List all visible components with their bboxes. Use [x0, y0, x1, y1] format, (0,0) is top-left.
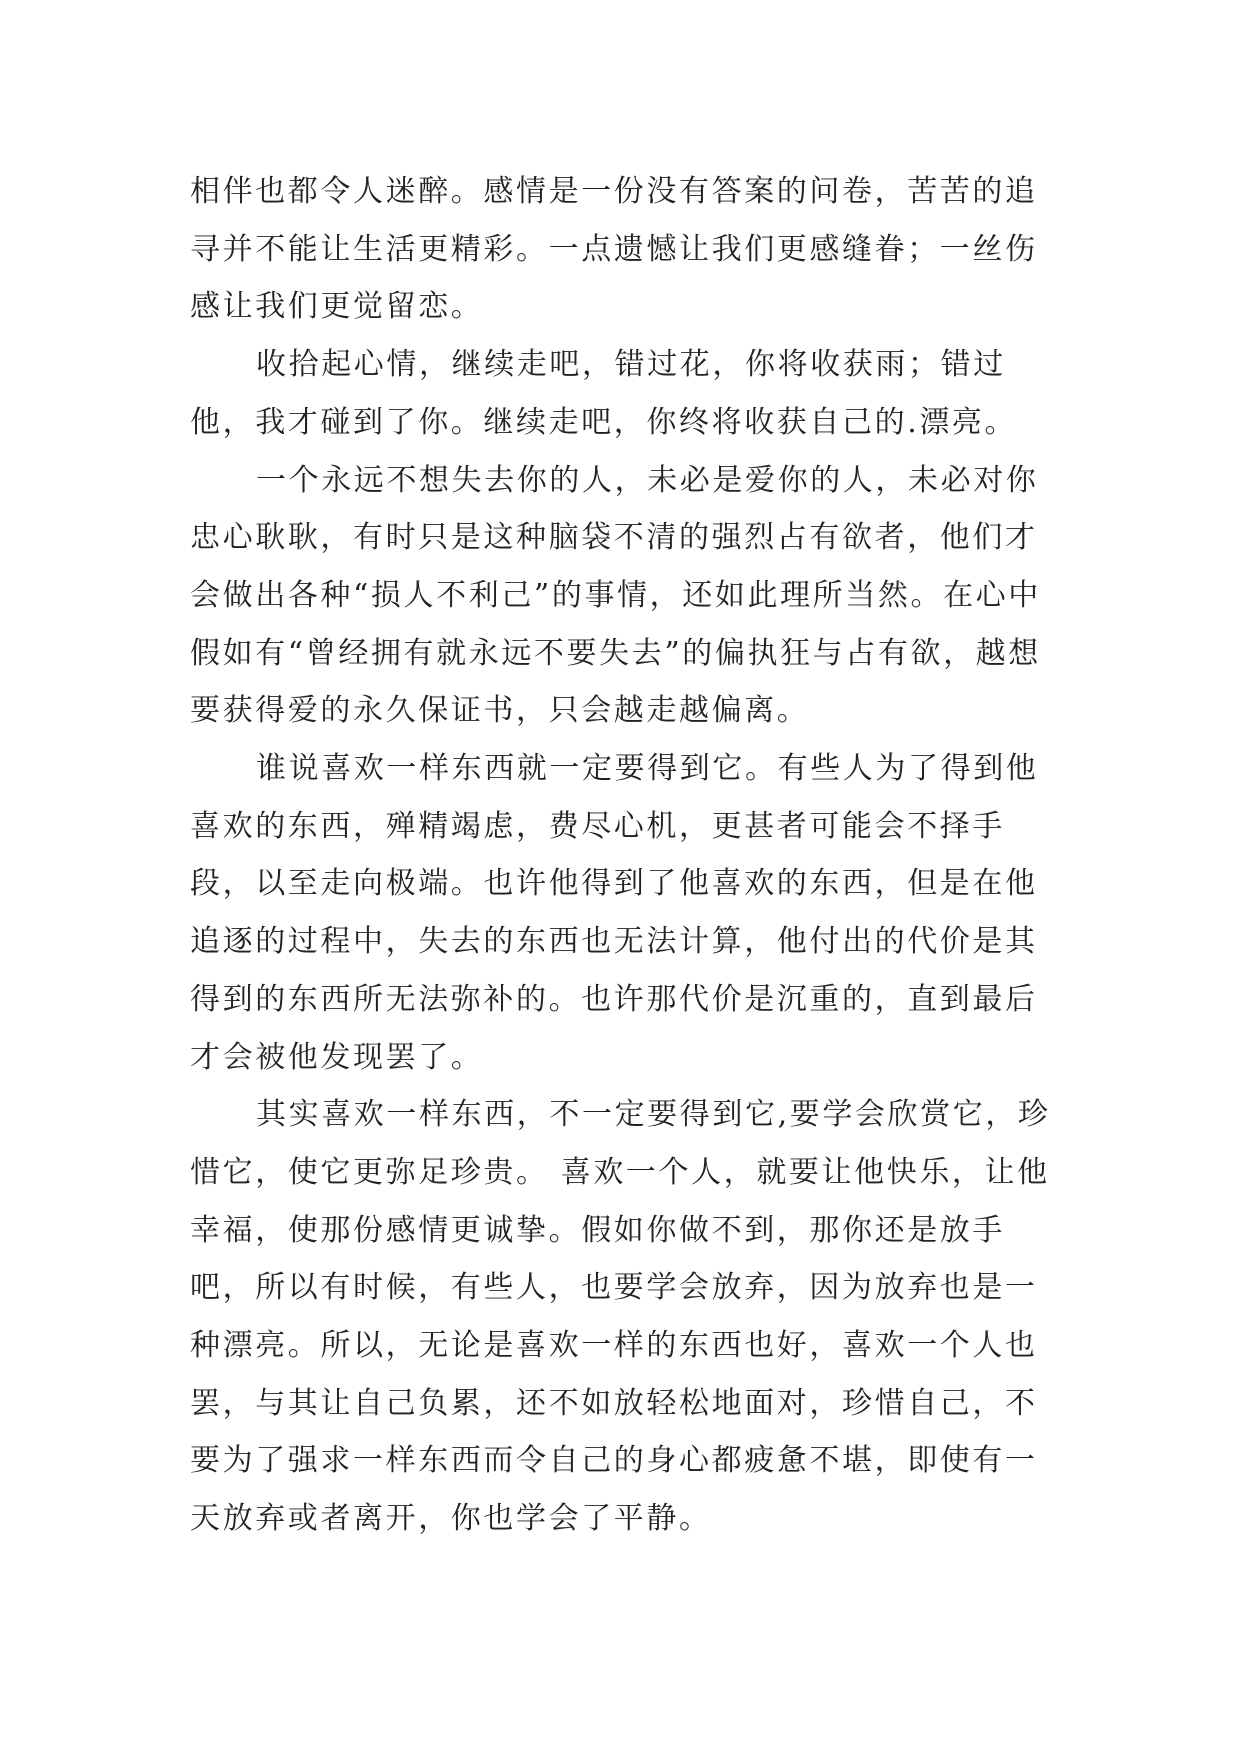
paragraph-4: 谁说喜欢一样东西就一定要得到它。有些人为了得到他喜欢的东西，殚精竭虑，费尽心机，更甚者可能会不择手段，以至走向极端。也许他得到了他喜欢的东西，但是在他追逐的过程中，失去的东西也无法计算，他付出的代价是其得到的东西所无法弥补的。也许那代价是沉重的，直到最后才会被他发现罢了。: [190, 751, 1039, 1075]
paragraph-1: 相伴也都令人迷醉。感情是一份没有答案的问卷，苦苦的追寻并不能让生活更精彩。一点遗憾让我们更感缝眷；一丝伤感让我们更觉留恋。: [190, 174, 1038, 325]
document-body: [190, 163, 1070, 1548]
paragraph-3: 一个永远不想失去你的人，未必是爱你的人，未必对你忠心耿耿，有时只是这种脑袋不清的强烈占有欲者，他们才会做出各种“损人不利己”的事情，还如此理所当然。在心中假如有“曾经拥有就永远不要失去”的偏执狂与占有欲，越想要获得爱的永久保证书，只会越走越偏离。: [190, 462, 1041, 729]
paragraph-2: 收拾起心情，继续走吧，错过花，你将收获雨；错过他，我才碰到了你。继续走吧，你终将收获自己的.漂亮。: [190, 347, 1018, 440]
paragraph-5: 其实喜欢一样东西，不一定要得到它,要学会欣赏它，珍惜它，使它更弥足珍贵。 喜欢一个人，就要让他快乐，让他幸福，使那份感情更诚挚。假如你做不到，那你还是放手吧，所以有时候，有些人，也要学会放弃，因为放弃也是一种漂亮。所以，无论是喜欢一样的东西也好，喜欢一个人也罢，与其让自己负累，还不如放轻松地面对，珍惜自己，不要为了强求一样东西而令自己的身心都疲惫不堪，即使有一天放弃或者离开，你也学会了平静。: [190, 1097, 1051, 1537]
